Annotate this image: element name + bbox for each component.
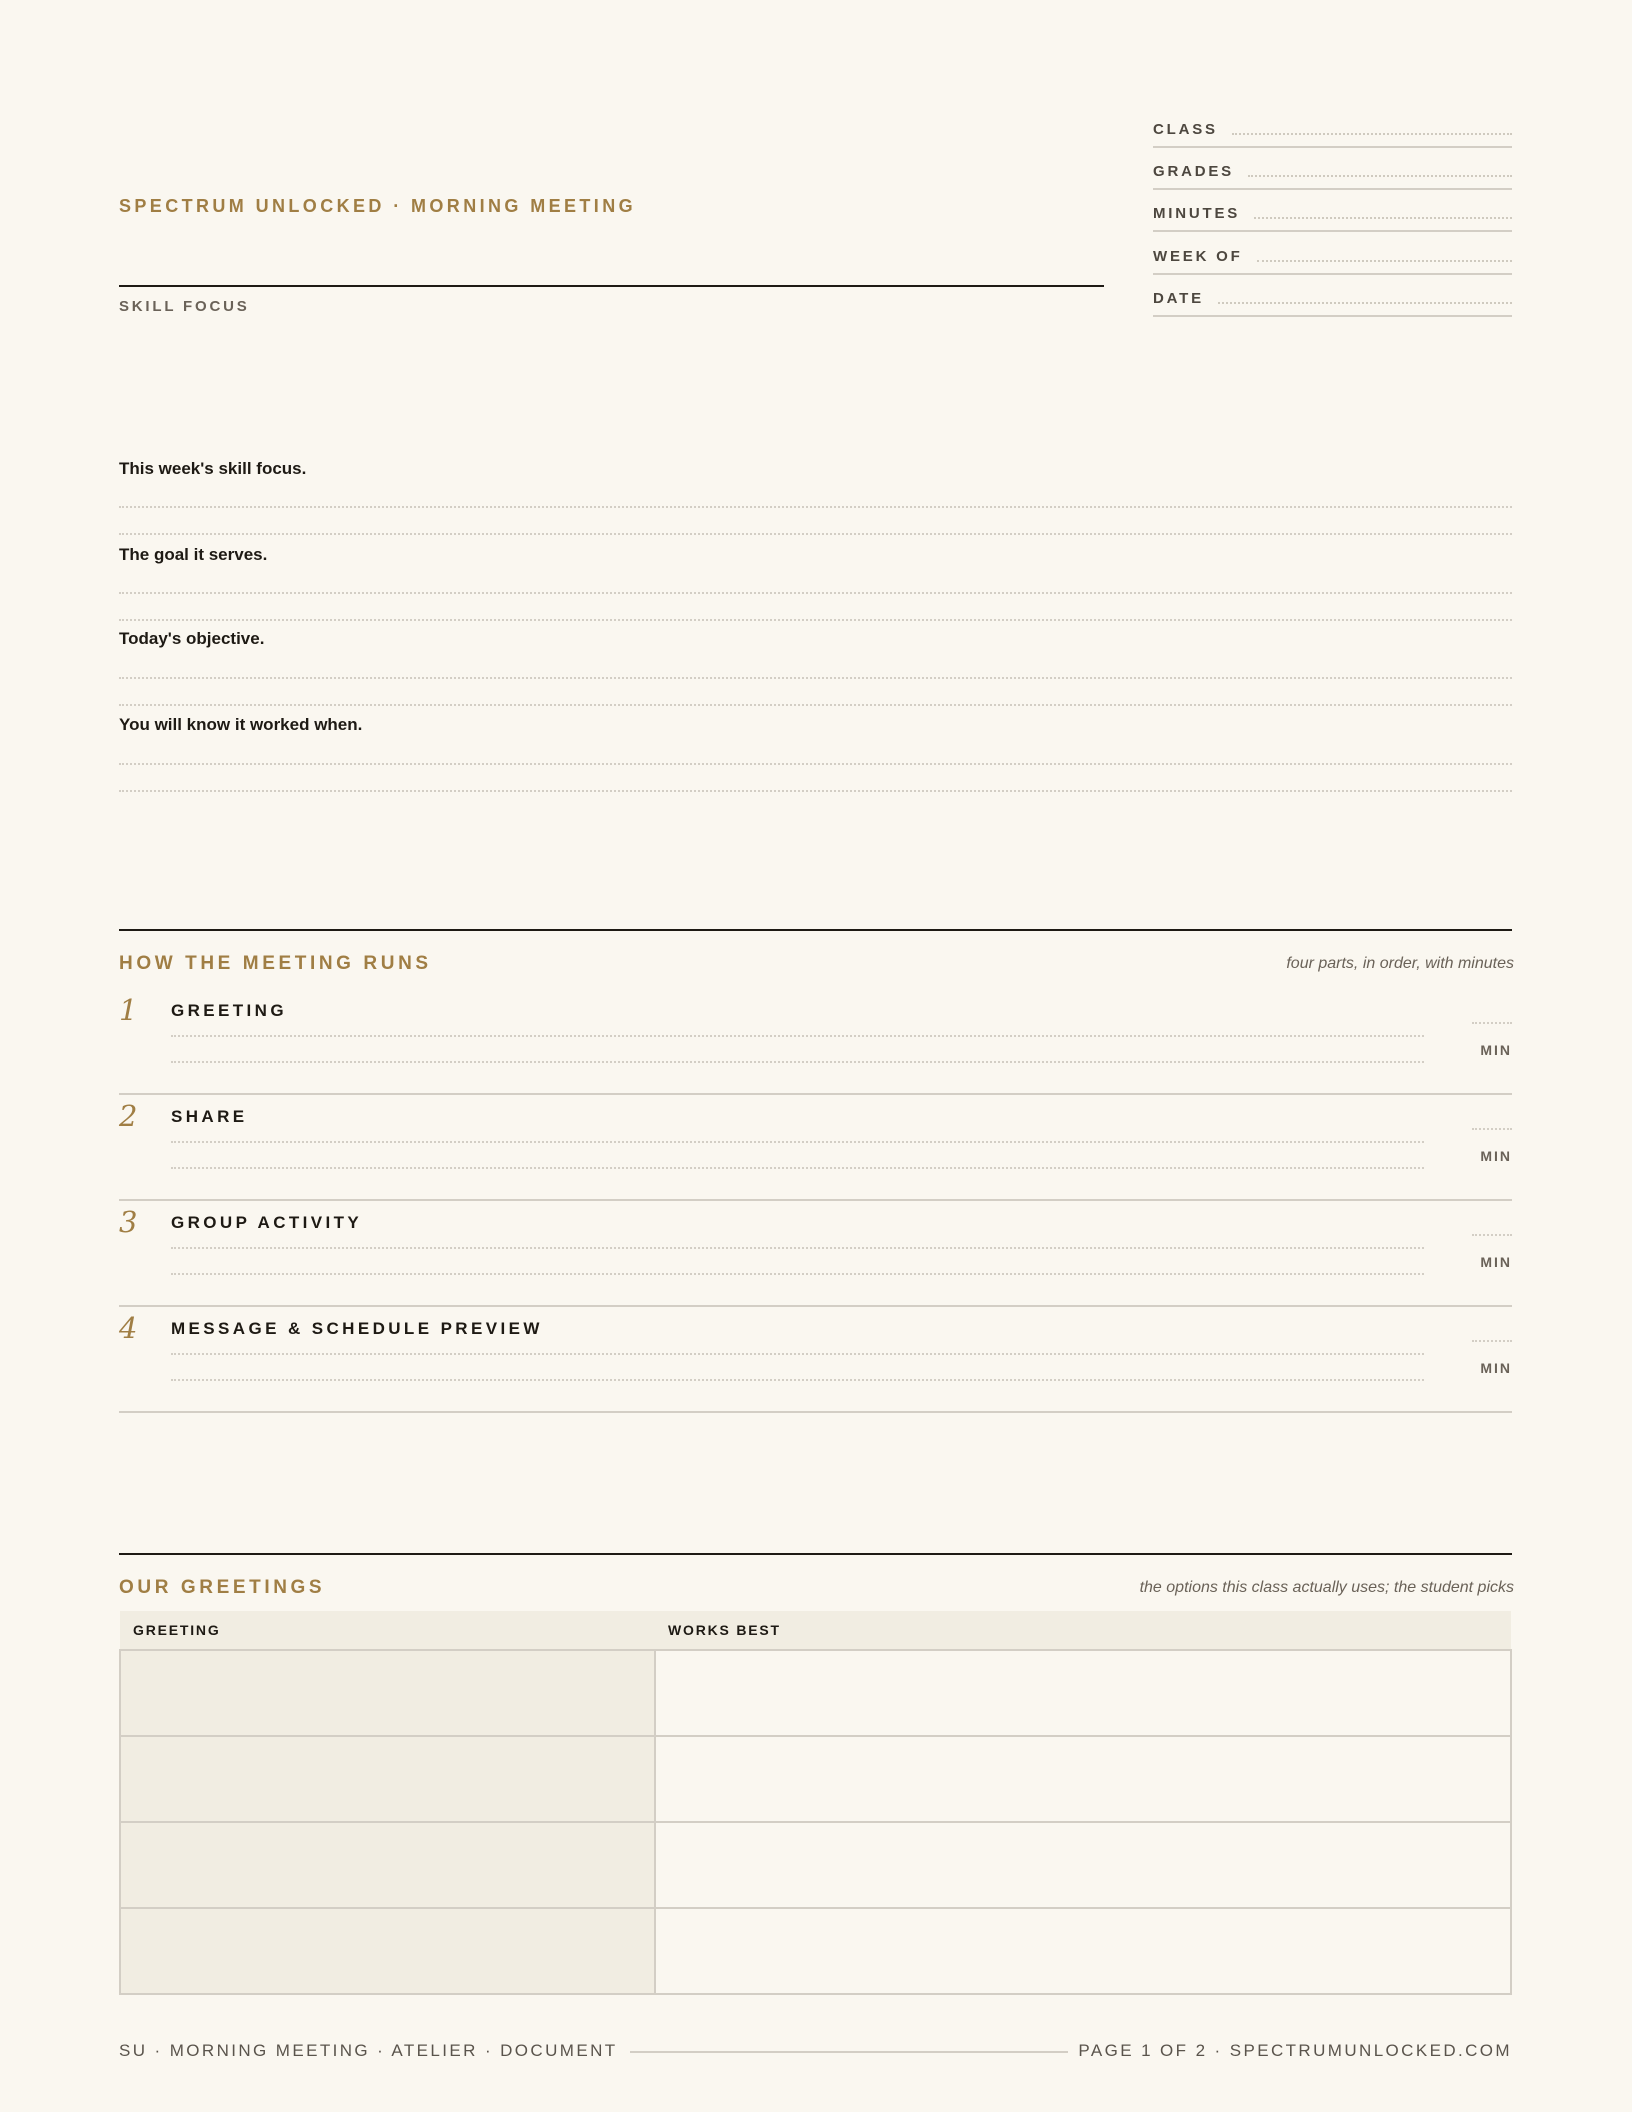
prompt-success	[119, 715, 1512, 792]
works-best-cell[interactable]	[655, 1736, 1511, 1822]
minutes-input[interactable]	[1472, 1234, 1512, 1236]
meta-label-date: DATE	[1153, 290, 1204, 307]
step-title: GREETING	[171, 1001, 287, 1020]
meta-label-minutes: MINUTES	[1153, 205, 1241, 222]
minutes-label: MIN	[1480, 1360, 1512, 1376]
step-number: 4	[119, 1311, 138, 1345]
writing-line[interactable]	[171, 1273, 1424, 1275]
skill-focus-label: SKILL FOCUS	[119, 298, 250, 315]
table-row	[120, 1736, 1511, 1822]
greeting-cell[interactable]	[120, 1736, 655, 1822]
footer-left-text: SU · MORNING MEETING · ATELIER · DOCUMENT	[119, 2041, 618, 2060]
step-number: 2	[119, 1099, 138, 1133]
meta-field-date[interactable]	[1153, 275, 1512, 317]
writing-line[interactable]	[119, 704, 1512, 706]
brand-title: SPECTRUM UNLOCKED · MORNING MEETING	[119, 196, 636, 216]
meta-field-minutes[interactable]	[1153, 190, 1512, 232]
step-number: 1	[119, 993, 138, 1027]
prompt-label: You will know it worked when.	[119, 715, 363, 734]
prompt-label: The goal it serves.	[119, 545, 268, 564]
minutes-input[interactable]	[1472, 1128, 1512, 1130]
step-number: 3	[119, 1205, 138, 1239]
works-best-cell[interactable]	[655, 1650, 1511, 1736]
greetings-table	[119, 1611, 1512, 1995]
meeting-step-message	[119, 1307, 1512, 1413]
table-row	[120, 1650, 1511, 1736]
works-best-cell[interactable]	[655, 1822, 1511, 1908]
writing-line[interactable]	[171, 1061, 1424, 1063]
prompt-label: Today's objective.	[119, 629, 265, 648]
meta-input-date[interactable]	[1218, 302, 1512, 304]
writing-line[interactable]	[119, 533, 1512, 535]
writing-line[interactable]	[171, 1035, 1424, 1037]
meta-field-week-of[interactable]	[1153, 233, 1512, 275]
meeting-section-rule	[119, 929, 1512, 931]
writing-line[interactable]	[171, 1247, 1424, 1249]
meta-input-week-of[interactable]	[1257, 260, 1512, 262]
writing-line[interactable]	[119, 677, 1512, 679]
meta-label-week-of: WEEK OF	[1153, 248, 1243, 265]
footer-right-text: PAGE 1 OF 2 · SPECTRUMUNLOCKED.COM	[1078, 2041, 1512, 2060]
minutes-input[interactable]	[1472, 1022, 1512, 1024]
greetings-section-title: OUR GREETINGS	[119, 1577, 326, 1598]
prompt-objective	[119, 629, 1512, 706]
greeting-cell[interactable]	[120, 1822, 655, 1908]
minutes-label: MIN	[1480, 1148, 1512, 1164]
writing-line[interactable]	[119, 592, 1512, 594]
writing-line[interactable]	[171, 1141, 1424, 1143]
writing-line[interactable]	[171, 1379, 1424, 1381]
table-row	[120, 1822, 1511, 1908]
meeting-section-title: HOW THE MEETING RUNS	[119, 953, 432, 974]
writing-line[interactable]	[119, 763, 1512, 765]
column-header-greeting: GREETING	[120, 1611, 655, 1650]
minutes-label: MIN	[1480, 1254, 1512, 1270]
table-row	[120, 1908, 1511, 1994]
meta-field-grades[interactable]	[1153, 148, 1512, 190]
meeting-step-group-activity	[119, 1201, 1512, 1307]
meta-field-class[interactable]	[1153, 106, 1512, 148]
prompt-label: This week's skill focus.	[119, 459, 307, 478]
writing-line[interactable]	[119, 619, 1512, 621]
works-best-cell[interactable]	[655, 1908, 1511, 1994]
skill-focus-rule	[119, 285, 1104, 287]
meeting-step-greeting	[119, 989, 1512, 1095]
writing-line[interactable]	[119, 506, 1512, 508]
writing-line[interactable]	[171, 1353, 1424, 1355]
greetings-section-rule	[119, 1553, 1512, 1555]
greeting-cell[interactable]	[120, 1650, 655, 1736]
prompt-goal	[119, 545, 1512, 621]
meta-input-class[interactable]	[1232, 133, 1512, 135]
minutes-label: MIN	[1480, 1042, 1512, 1058]
meta-input-minutes[interactable]	[1254, 217, 1512, 219]
meta-label-class: CLASS	[1153, 121, 1218, 138]
step-title: MESSAGE & SCHEDULE PREVIEW	[171, 1319, 543, 1338]
meta-input-grades[interactable]	[1248, 175, 1512, 177]
writing-line[interactable]	[119, 790, 1512, 792]
meeting-section-note: four parts, in order, with minutes	[1286, 955, 1514, 972]
column-header-works-best: WORKS BEST	[655, 1611, 1511, 1650]
step-title: SHARE	[171, 1107, 248, 1126]
footer-rule	[630, 2051, 1068, 2053]
meeting-step-share	[119, 1095, 1512, 1201]
writing-line[interactable]	[171, 1167, 1424, 1169]
step-title: GROUP ACTIVITY	[171, 1213, 363, 1232]
greetings-section-note: the options this class actually uses; the student picks	[1139, 1579, 1514, 1596]
greeting-cell[interactable]	[120, 1908, 655, 1994]
meta-label-grades: GRADES	[1153, 163, 1234, 180]
prompt-skill-focus	[119, 459, 1512, 535]
minutes-input[interactable]	[1472, 1340, 1512, 1342]
